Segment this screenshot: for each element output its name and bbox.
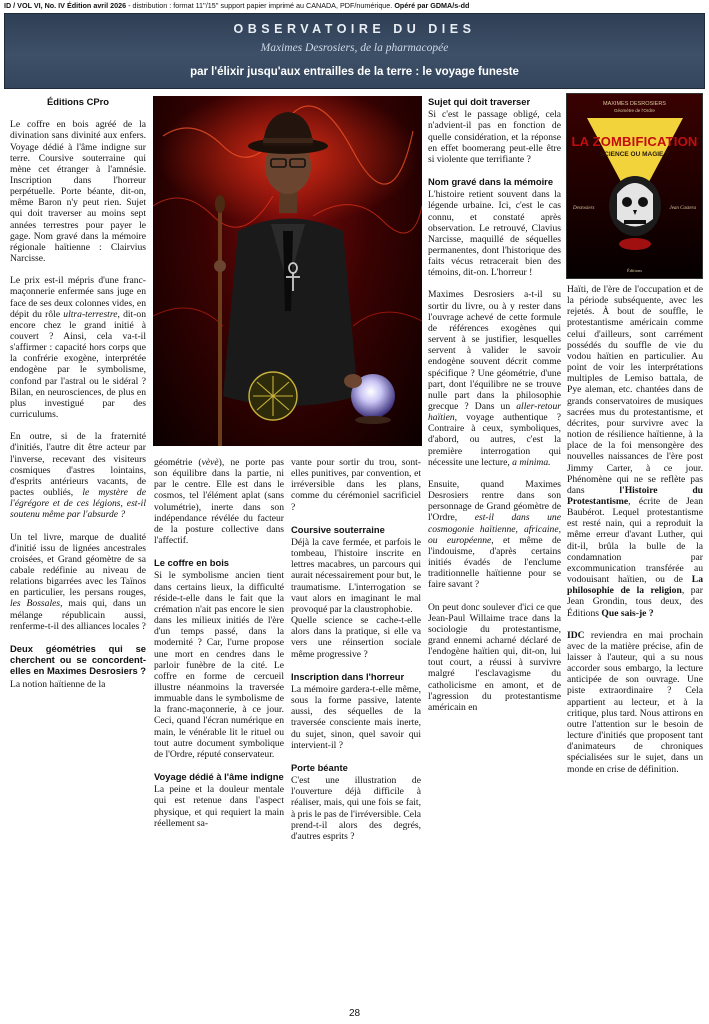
banner-tagline: par l'élixir jusqu'aux entrailles de la terre : le voyage funeste: [190, 66, 519, 78]
book-title: LA ZOMBIFICATION: [571, 134, 698, 149]
section-heading: Le coffre en bois: [154, 557, 230, 569]
paragraph: Un tel livre, marque de dualité d'initié issu de lignées ancestrales croisées, et Grand géomètre de sa cabale redéfinie au niveau de relations bigarrées avec les Taïnos en particulier, les persans rouges, les Bossales, mais qui, dans un mélange républicain aussi, renferme-t-il des alliances locales ?: [10, 531, 146, 632]
section-heading: Sujet qui doit traverser: [428, 96, 531, 107]
publisher-heading: Éditions CPro: [47, 96, 109, 107]
section-heading: Nom gravé dans la mémoire: [428, 175, 554, 187]
section-heading: Inscription dans l'horreur: [291, 670, 405, 682]
paragraph: En outre, si de la fraternité d'initiés, l'autre dit être acteur par l'inverse, recevant des visiteurs cosmiques d'astres lointains, d'esprits antérieurs vacants, de pactes oubliés, le mystère de l'égrégore et de ces légions, est-il soutenu même par l'absurde ?: [10, 431, 146, 521]
paragraph: La mémoire gardera-t-elle même, sous la forme passive, latente aussi, des séquelles de la traversée consciente mais inerte, du sujet, sinon, quel savoir qui intervient-il ?: [291, 683, 421, 751]
paragraph: géométrie (vèvè), ne porte pas son équilibre dans la partie, ni par le centre. Elle est dans le cosmos, tel l'élément aplat (sans volumétrie), inerte dans son indépendance révélée du facteur de la posture collective dans l'affectif.: [154, 457, 284, 547]
paragraph: Ensuite, quand Maximes Desrosiers rentre dans son personnage de Grand géomètre de l'Ordre, est-il dans une cosmogonie haïtienne, africaine, ou européenne, et même de l'indouisme, d'après certains initiés évadés de l'enclume traditionnelle haïtienne pour se faire savant ?: [428, 478, 561, 591]
book-left-name: Desrosiers: [573, 206, 595, 211]
book-author-title: Géomètre de l'Ordre: [614, 108, 655, 113]
book-cover: [566, 93, 703, 279]
paragraph: La notion haïtienne de la: [10, 678, 106, 690]
page-number: 28: [348, 1008, 361, 1019]
book-publisher: Éditions: [626, 268, 642, 273]
skull-illustration: [567, 94, 703, 279]
section-heading: Coursive souterraine: [291, 523, 385, 535]
book-subtitle: SCIENCE OU MAGIE ?: [599, 151, 670, 158]
paragraph: L'histoire retient souvent dans la légende urbaine. Ici, c'est le cas connu, et constaté après observation. Le retrouvé, Clavius Narcisse, maquillé de séquelles permanentes, dont l'historique des faits vécus retracerait bien des témoins, dit-on. L'horreur !: [428, 189, 561, 279]
book-right-name: Jean Castera: [669, 206, 696, 211]
distribution-note: - distribution : format 11''/15'' support papier imprimé au CANADA, PDF/numérique.: [126, 1, 395, 10]
article-column-2: [154, 457, 284, 1002]
section-heading: Voyage dédié à l'âme indigne: [154, 771, 284, 783]
publication-header: [0, 0, 709, 12]
title-banner: [4, 13, 705, 89]
paragraph: Haïti, de l'ère de l'occupation et de la période subséquente, avec les rejetés. À bout de souffle, le protestantisme américain comme celui d'ailleurs, sont carrément possédés du souffle de vie du vodou haïtien en particulier. Au point de voir les interprétations multiples de Lemiso battala, de Pye aleman, etc. chantées dans de grands conservatoires de musiques sacrées mus du protestantisme, et décrites, pour survivre avec la notion de résilience haïtienne, à la place de la foi mensongère des nouvelles naissances de l'ère post Jimmy Carter, à ce jour. Phénomène qui ne se reflète pas dans l'Histoire du Protestantisme, écrite de Jean Baubérot. Lequel protestantisme est resté nain, qui a reproduit la même erreur d'avant Luther, qui dit-il, brûla la bulle de la condamnation par excommunication transférée au vodouisant haïtien, ou de La philosophie de la religion, par Jean Grondin, tous deux, des Éditions Que sais-je ?: [567, 284, 703, 619]
paragraph: La peine et la douleur mentale qui est retenue dans l'aspect physique, et qui requiert la main réellement sa-: [154, 784, 284, 829]
paragraph: Si le symbolisme ancien tient dans certains lieux, la difficulté réside-t-elle dans le fait que la crémation n'ait pas encore le sien dans les milieux initiés de l'ère d'un temps passé, dans la modernité ? Car, l'urne propose une mort en cendres dans le parloir funèbre de la cité. Le coffre en forme de cercueil illustre néanmoins la traversée immuable dans le symbolisme de la franc-maçonnerie, à ce jour. Ceci, quand l'écran numérique en main, le vénérable lit le rituel ou tout autre document symbolique de l'Ordre, réputé conservateur.: [154, 570, 284, 760]
operator-label: Opéré par GDMA/s-dd: [394, 1, 470, 10]
paragraph: C'est une illustration de l'ouverture déjà difficile à réaliser, mais, qui une fois se fait, à pris le pas de l'irréversible. Cela prend-t-il alors des degrés, d'autres esprits ?: [291, 775, 421, 842]
section-heading: Porte béante: [291, 761, 348, 773]
author-photo: [153, 96, 422, 446]
article-column-1: [10, 96, 146, 1001]
article-column-4: [428, 96, 561, 1001]
issue-label: ID / VOL VI, No. IV Édition avril 2026: [4, 1, 127, 10]
paragraph: Si c'est le passage obligé, cela n'advient-il pas en fonction de quelle considération, et la réponse en effet boomerang peut-elle être si violente que terrifiante ?: [428, 109, 561, 165]
paragraph: Déjà la cave fermée, et parfois le tombeau, l'histoire inscrite en lettres macabres, un parcours qui aurait nécessairement pour but, le traumatisme. L'interrogation se vaut alors en imaginant le mal provoqué par la claustrophobie.: [291, 536, 421, 615]
author-illustration: [153, 96, 422, 446]
paragraph: Le coffre en bois agréé de la divination sans divinité aux enfers. Voyage dédié à l'âme indigne sur terre. Coursive souterraine qui mène cet étranger à l'amnésie. Inscription dans l'horreur perpétuelle. Porte béante, dit-on, même Baron n'y peut rien. Sujet qui doit traverser au moins sept années terrestres pour payer le gage. Nom gravé dans la mémoire régionale haïtienne : Clairvius Narcisse.: [10, 119, 146, 265]
article-column-5: [567, 284, 703, 1002]
paragraph: IDC reviendra en mai prochain avec de la matière précise, afin de laisser à l'auteur, qui a su nous accorder sous embargo, la lecture anticipée de son ouvrage. Une piste extraordinaire ? Cela appartient au lecteur, et à la critique, plus tard. Nous attirons en outre l'attention sur le besoin de lecture d'initiés que proposent tant d'animateurs de chroniques spécialisées sur le sujet, dans un monde en crise de définition.: [567, 629, 703, 775]
section-heading: Deux géométries qui se cherchent ou se concordent-elles en Maximes Desrosiers ?: [10, 642, 146, 677]
article-column-3: [291, 457, 421, 1002]
paragraph: On peut donc soulever d'ici ce que Jean-Paul Willaime trace dans la sociologie du protestantisme, grand ennemi acharné déclaré de l'endogène haïtien qui, dit-on, lui tout court, a réussi à survivre malgré l'esclavagisme du catholicisme en amont, et de l'agression du protestantisme américain en: [428, 601, 561, 713]
book-author: MAXIMES DESROSIERS: [603, 101, 666, 107]
banner-title: OBSERVATOIRE DU DIES: [233, 22, 476, 36]
paragraph: vante pour sortir du trou, sont-elles punitives, par convention, et irréversible dans les plans, comme du cérémoniel sacrificiel ?: [291, 457, 421, 513]
paragraph: Le prix est-il mépris d'une franc-maçonnerie enfermée sans juge en face de ses deux colonnes vides, en dépit du rôle ultra-terrestre, dit-on encore chez le grand initié à couvert ? Ainsi, cela va-t-il s'affirmer : capacité hors corps que la confrérie exogène, interprétée endogène par le symbolisme, confond par l'astral ou le sidéral ? Bilan, en neurosciences, de plus en plus investigué par des curriculums.: [10, 275, 146, 421]
paragraph: Maximes Desrosiers a-t-il su sortir du livre, ou à y rester dans l'ouvrage achevé de cette formule de références exogènes qui servent à se justifier, lesquelles servent à valider le savoir endogène souvent décrit comme spécifique ? Une géométrie, d'une part, dont l'équilibre ne se trouve nulle part dans la philosophie grecque ? Dans un aller-retour haïtien, voyage authentique ? Contraire à ceux, symboliques, d'abord, ou autres, c'est la première interrogation qui nécessite une lecture, a minima.: [428, 289, 561, 468]
banner-subtitle: Maximes Desrosiers, de la pharmacopée: [260, 42, 449, 54]
paragraph: Quelle science se cache-t-elle alors dans la pratique, si elle va vers une réinsertion sociale même progressive ?: [291, 615, 421, 660]
